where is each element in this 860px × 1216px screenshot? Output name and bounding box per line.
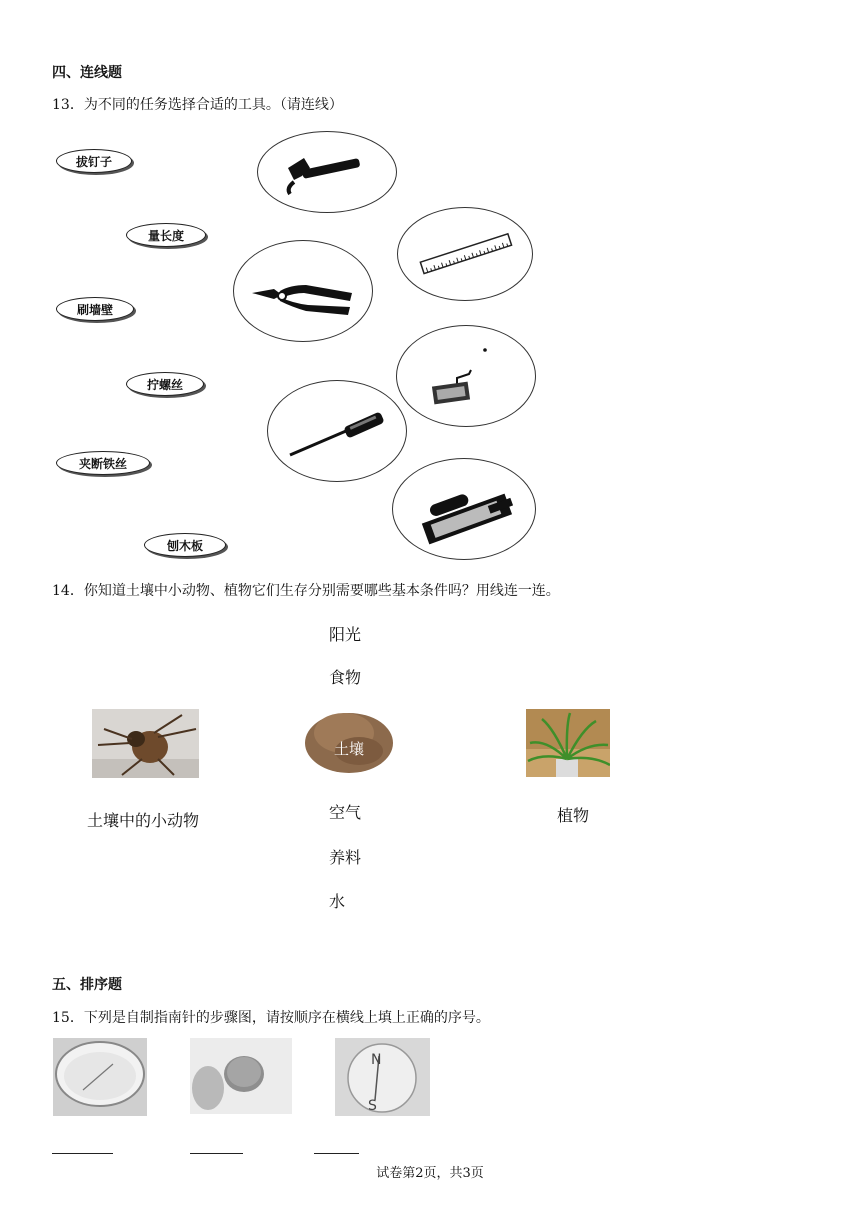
soil-animal-label: 土壤中的小动物: [87, 811, 200, 830]
hammer-icon: [258, 132, 396, 212]
plant-label: 植物: [557, 806, 590, 825]
magnet-hand-icon: [190, 1038, 292, 1114]
tool-hammer-circle[interactable]: [257, 131, 397, 213]
question-15-text: 15．下列是自制指南针的步骤图，请按顺序在横线上填上正确的序号。: [52, 1010, 490, 1026]
ruler-icon: [398, 208, 532, 300]
task-label-cut-wire[interactable]: 夹断铁丝: [56, 451, 150, 475]
tool-screwdriver-circle[interactable]: [267, 380, 407, 482]
question-13-text: 13．为不同的任务选择合适的工具。（请连线）: [52, 97, 343, 113]
svg-text:S: S: [368, 1098, 377, 1114]
tool-ruler-circle[interactable]: [397, 207, 533, 301]
task-label-paint-wall[interactable]: 刷墙壁: [56, 297, 134, 321]
question-14-text: 14．你知道土壤中小动物、植物它们生存分别需要哪些基本条件吗？用线连一连。: [52, 583, 560, 599]
task-label-plane-wood[interactable]: 刨木板: [144, 533, 226, 557]
soil-animal-photo[interactable]: [92, 709, 199, 778]
step-photo-water-dish[interactable]: [53, 1038, 147, 1116]
screwdriver-icon: [268, 381, 406, 481]
step-photo-compass-needle[interactable]: [335, 1038, 430, 1116]
water-dish-icon: [53, 1038, 147, 1116]
condition-nutrients[interactable]: 养料: [329, 848, 362, 867]
answer-blank-3[interactable]: [314, 1153, 359, 1154]
paintbrush-icon: [397, 326, 535, 426]
tool-wood-plane-circle[interactable]: [392, 458, 536, 560]
step-photo-magnet[interactable]: [190, 1038, 292, 1114]
section-5-title: 五、排序题: [52, 977, 122, 993]
task-label-turn-screw[interactable]: 拧螺丝: [126, 372, 204, 396]
condition-food[interactable]: 食物: [329, 668, 362, 687]
svg-text:N: N: [371, 1052, 382, 1068]
compass-needle-icon: [335, 1038, 430, 1116]
plant-photo[interactable]: [526, 709, 610, 777]
cricket-icon: [92, 709, 199, 778]
spider-plant-icon: [526, 709, 610, 777]
answer-blank-1[interactable]: [52, 1153, 113, 1154]
page-footer: 试卷第2页，共3页: [376, 1166, 484, 1181]
answer-blank-2[interactable]: [190, 1153, 243, 1154]
section-4-title: 四、连线题: [52, 65, 122, 81]
tool-paintbrush-circle[interactable]: [396, 325, 536, 427]
tool-pliers-circle[interactable]: [233, 240, 373, 342]
condition-sunlight[interactable]: 阳光: [329, 625, 362, 644]
soil-photo[interactable]: [304, 703, 393, 773]
pliers-icon: [234, 241, 372, 341]
condition-water[interactable]: 水: [329, 892, 346, 911]
wood-plane-icon: [393, 459, 535, 559]
task-label-pull-nail[interactable]: 拔钉子: [56, 149, 132, 173]
task-label-measure-length[interactable]: 量长度: [126, 223, 206, 247]
condition-air[interactable]: 空气: [329, 803, 362, 822]
soil-label: 土壤: [334, 740, 365, 758]
